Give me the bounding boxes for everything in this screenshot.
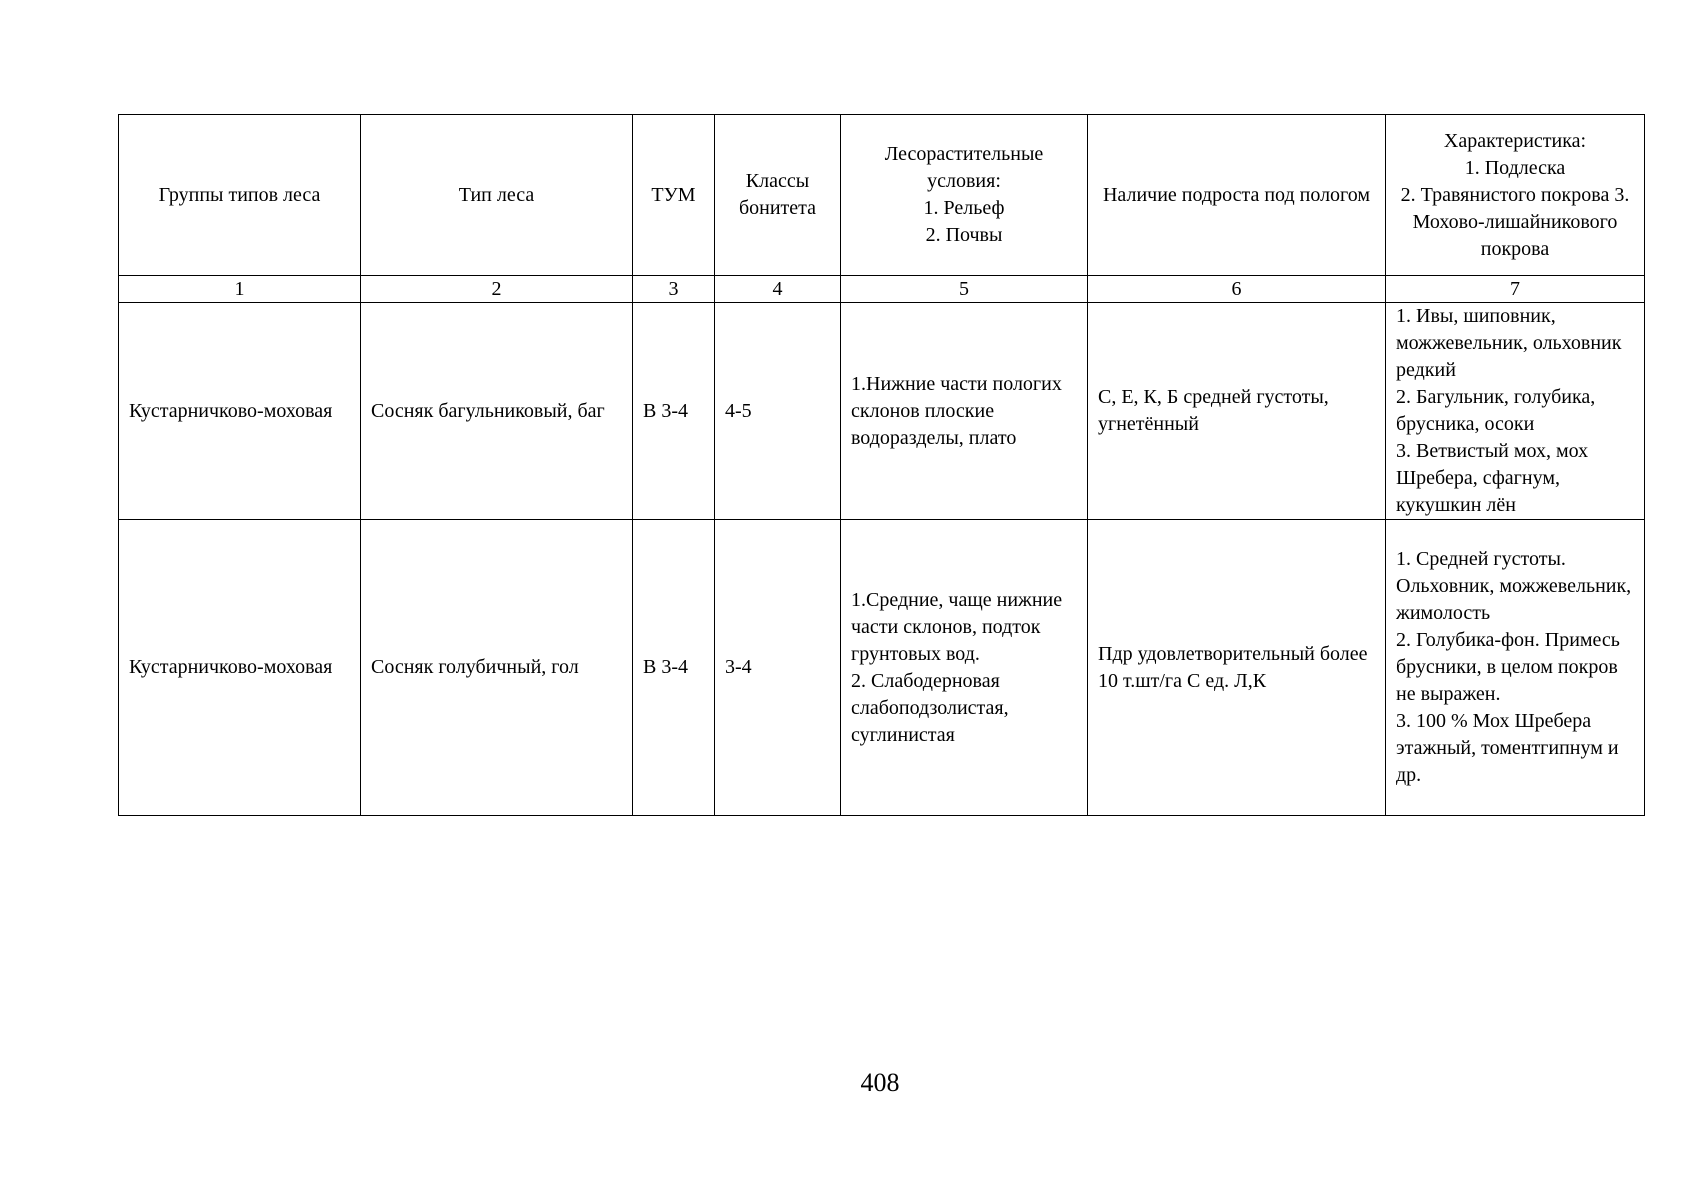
header-growing-conditions: Лесорастительные условия: 1. Рельеф 2. Почвы <box>841 115 1088 276</box>
column-number: 7 <box>1386 276 1645 303</box>
header-characteristic: Характеристика: 1. Подлеска 2. Травянистого покрова 3. Мохово-лишайникового покрова <box>1386 115 1645 276</box>
cell-tum: В 3-4 <box>633 303 715 520</box>
table-row <box>119 520 1645 816</box>
cell-characteristic: 1. Средней густоты. Ольховник, можжевельник, жимолость 2. Голубика-фон. Примесь брусники, в целом покров не выражен. 3. 100 % Мох Шребера этажный, томентгипнум и др. <box>1386 520 1645 816</box>
cell-conditions: 1.Нижние части пологих склонов плоские водоразделы, плато <box>841 303 1088 520</box>
cell-characteristic: 1. Ивы, шиповник, можжевельник, ольховник редкий 2. Багульник, голубика, брусника, осоки 3. Ветвистый мох, мох Шребера, сфагнум, кукушкин лён <box>1386 303 1645 520</box>
column-number: 1 <box>119 276 361 303</box>
cell-group: Кустарничково-моховая <box>119 303 361 520</box>
forest-types-table <box>118 114 1645 816</box>
cell-bonitet: 4-5 <box>715 303 841 520</box>
cell-tum: В 3-4 <box>633 520 715 816</box>
header-tum: ТУМ <box>633 115 715 276</box>
column-number: 2 <box>361 276 633 303</box>
cell-conditions: 1.Средние, чаще нижние части склонов, подток грунтовых вод. 2. Слабодерновая слабоподзолистая, суглинистая <box>841 520 1088 816</box>
cell-bonitet: 3-4 <box>715 520 841 816</box>
column-number-row <box>119 276 1645 303</box>
header-bonitet-classes: Классы бонитета <box>715 115 841 276</box>
column-number: 5 <box>841 276 1088 303</box>
column-number: 4 <box>715 276 841 303</box>
cell-undergrowth: Пдр удовлетворительный более 10 т.шт/га С ед. Л,К <box>1088 520 1386 816</box>
header-forest-type: Тип леса <box>361 115 633 276</box>
column-number: 6 <box>1088 276 1386 303</box>
cell-type: Сосняк голубичный, гол <box>361 520 633 816</box>
table-row <box>119 303 1645 520</box>
header-forest-type-group: Группы типов леса <box>119 115 361 276</box>
cell-type: Сосняк багульниковый, баг <box>361 303 633 520</box>
cell-group: Кустарничково-моховая <box>119 520 361 816</box>
page-number: 408 <box>860 1068 900 1097</box>
column-number: 3 <box>633 276 715 303</box>
table-header-row <box>119 115 1645 276</box>
cell-undergrowth: С, Е, К, Б средней густоты, угнетённый <box>1088 303 1386 520</box>
header-undergrowth: Наличие подроста под пологом <box>1088 115 1386 276</box>
